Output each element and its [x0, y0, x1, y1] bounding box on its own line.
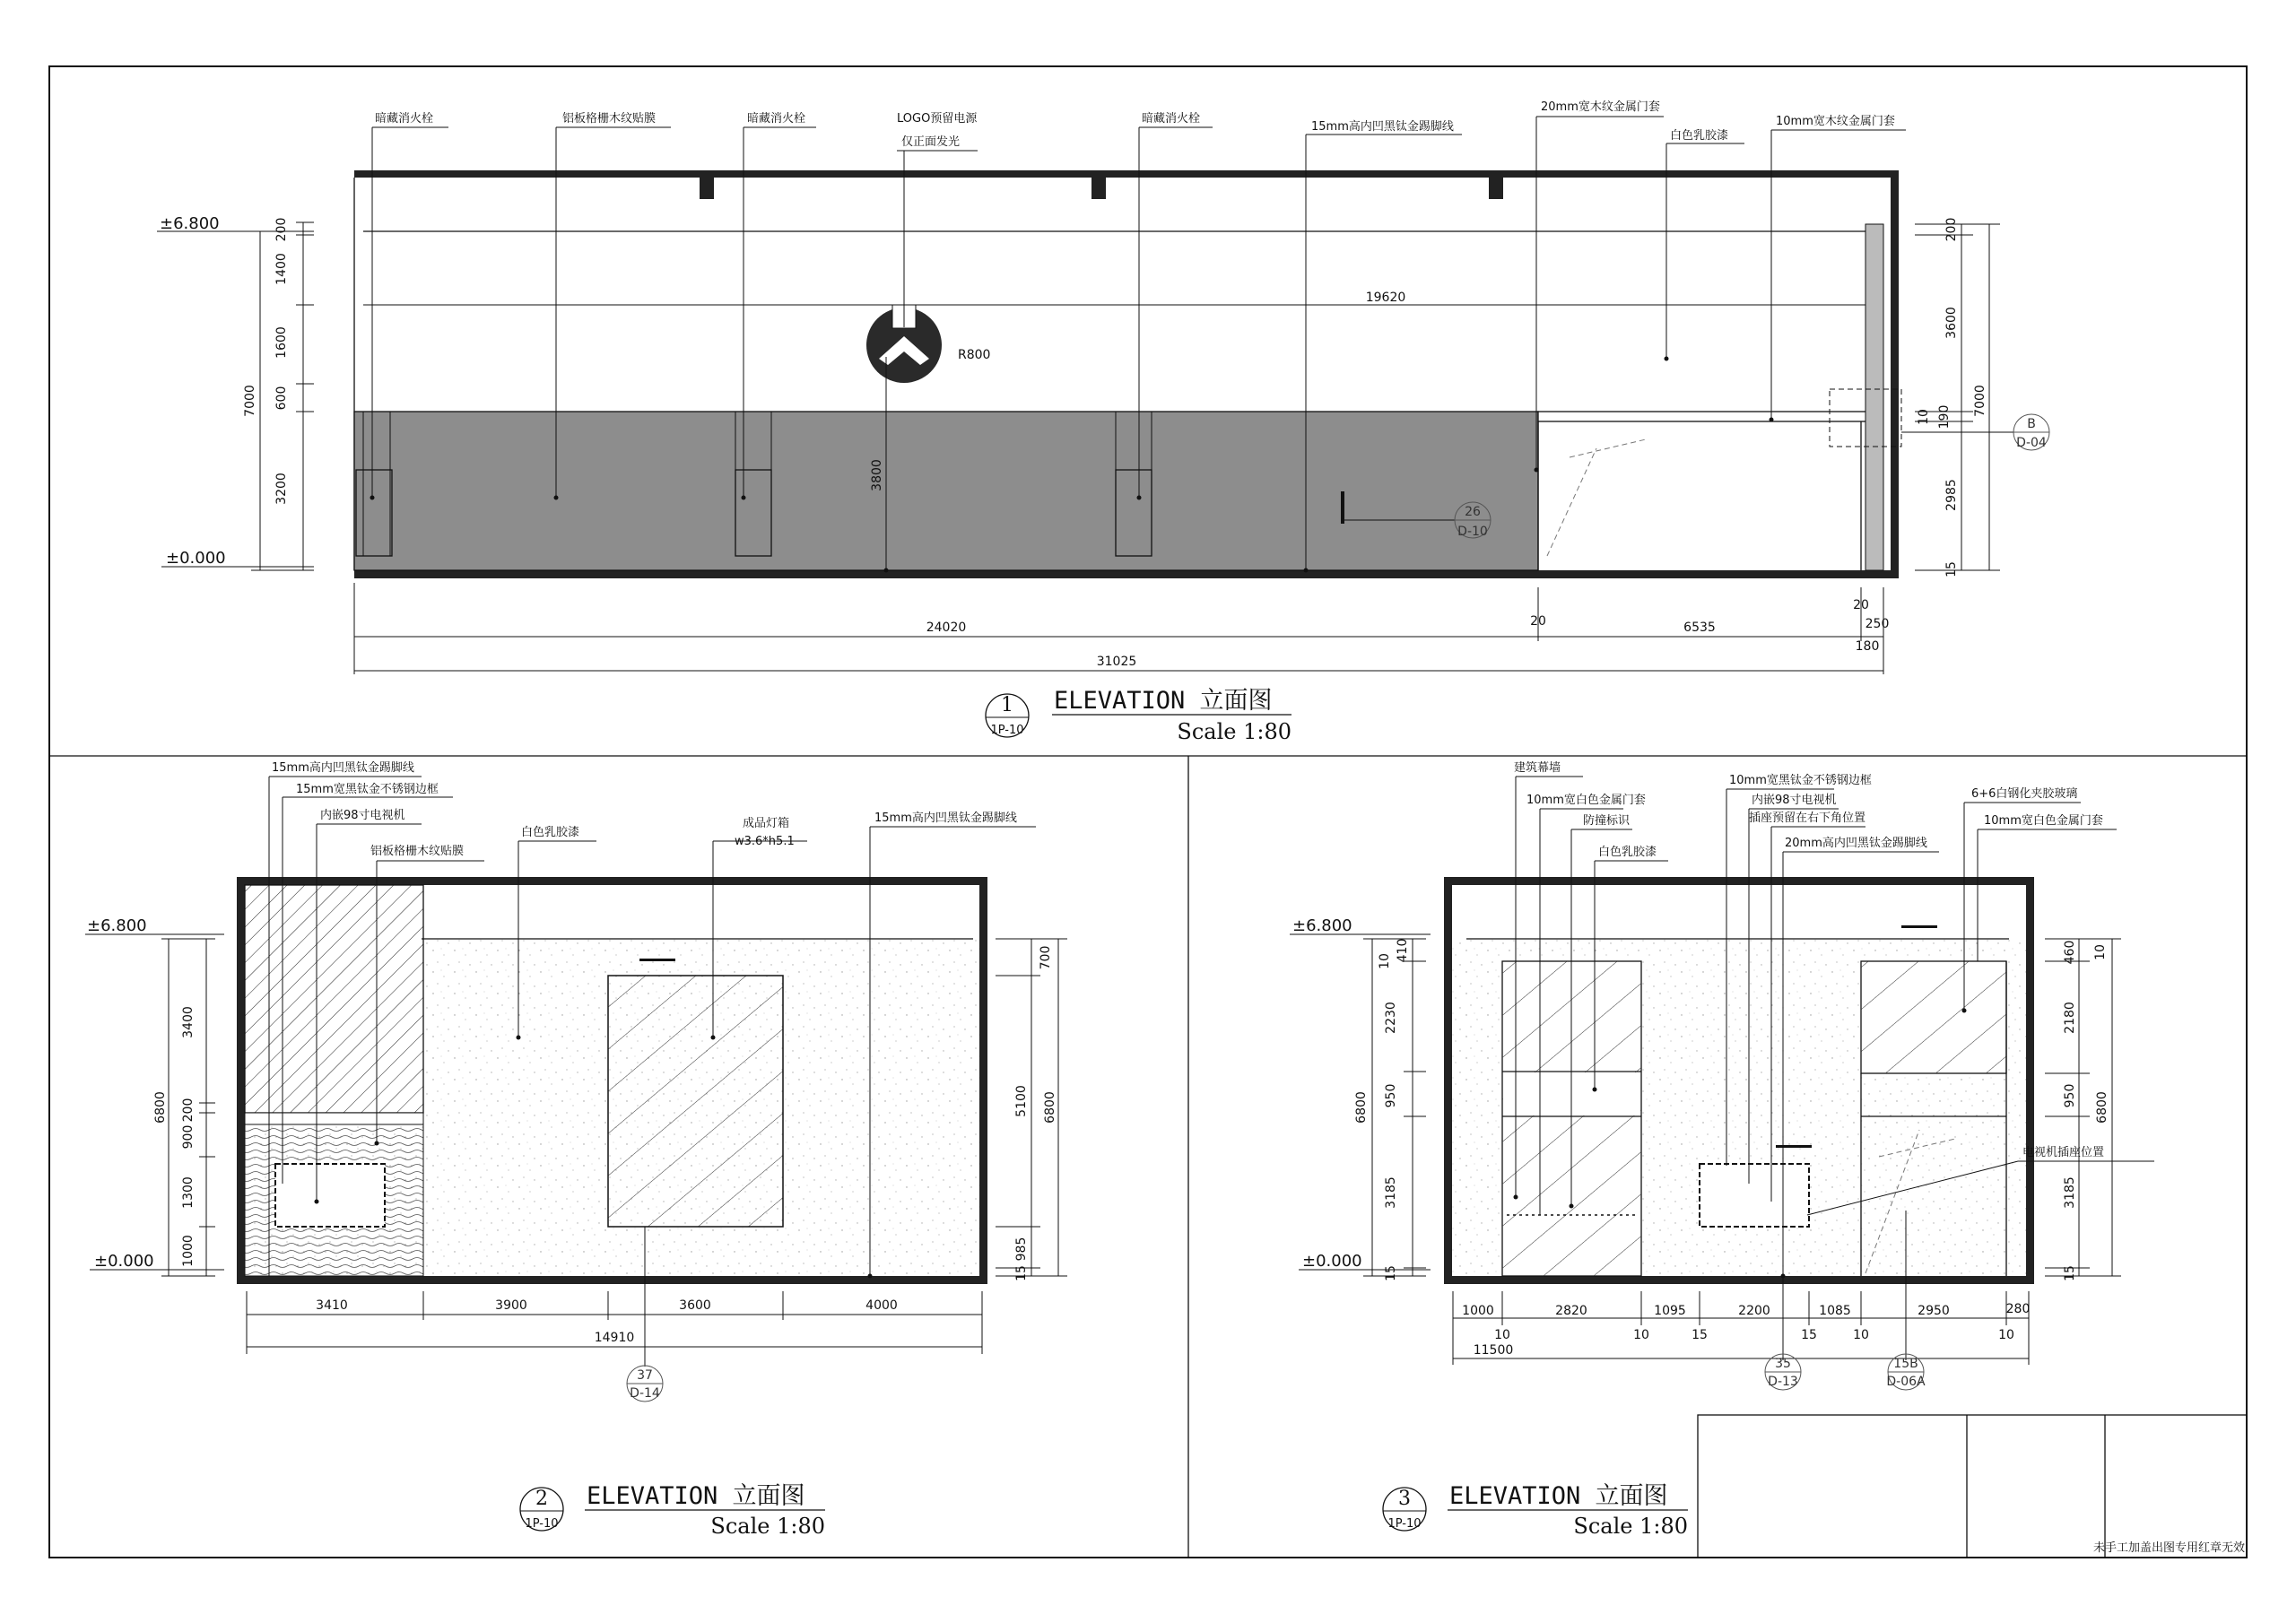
dim2-left-4: 1300: [181, 1176, 196, 1209]
dim3-bottom-3: 2200: [1738, 1304, 1770, 1318]
ref-26-bottom: D-10: [1457, 525, 1488, 539]
ref-b-top: B: [2027, 417, 2036, 431]
dim3-bottom-b5: 10: [1998, 1328, 2014, 1342]
callout-hydrant-2: 暗藏消火栓: [747, 112, 806, 126]
dim1-vertical: 3800: [870, 459, 884, 491]
dim2-right-2: 6800: [1043, 1091, 1057, 1124]
callout3-tv: 内嵌98寸电视机: [1752, 794, 1837, 807]
callout-door-frame-20: 20mm宽木纹金属门套: [1541, 100, 1660, 114]
callout3-frame: 10mm宽黑钛金不锈钢边框: [1729, 774, 1872, 787]
dim1-bottom-5: 180: [1855, 639, 1880, 654]
dim3-bottom-0: 1000: [1462, 1304, 1494, 1318]
callout3-socket-note: 插座预留在右下角位置: [1749, 812, 1866, 825]
dim2-left-0: 6800: [153, 1091, 168, 1124]
dim3-bottom-b3: 15: [1801, 1328, 1817, 1342]
level-bottom-2: ±0.000: [94, 1252, 154, 1271]
dim1-right-1: 3600: [1944, 307, 1959, 339]
dim2-bottom-2: 3600: [679, 1298, 711, 1313]
dim3-right-5: 3185: [2063, 1176, 2077, 1209]
callout-hydrant-1: 暗藏消火栓: [375, 112, 434, 126]
tv-98-inch-3: [1700, 1164, 1809, 1227]
dim1-right-0: 200: [1944, 217, 1959, 242]
dim3-right-3: 950: [2063, 1083, 2077, 1108]
elev2-number: 2: [535, 1488, 548, 1510]
elev2-scale: Scale 1:80: [710, 1514, 825, 1539]
callout2-grille-film: 铝板格栅木纹贴膜: [370, 845, 465, 858]
callout3-curtain-wall: 建筑幕墙: [1514, 761, 1561, 775]
dim3-left-1: 410: [1396, 938, 1410, 963]
dim2-left-3: 900: [181, 1124, 196, 1150]
dim1-left-3: 1600: [274, 326, 289, 359]
dim1-left-1: 200: [274, 217, 289, 242]
dim3-right-2: 2180: [2063, 1002, 2077, 1034]
grille-block: [245, 885, 423, 1113]
dim1-left-0: 7000: [243, 385, 257, 417]
dim3-bottom-b0: 10: [1494, 1328, 1510, 1342]
dim2-right-3: 985: [1014, 1237, 1029, 1262]
dim3-left-6: 15: [1384, 1265, 1398, 1281]
callout-grille-film: 铝板格栅木纹贴膜: [562, 112, 657, 126]
callout-hydrant-3: 暗藏消火栓: [1142, 112, 1201, 126]
wood-grille-panel: [354, 412, 1538, 570]
elevation-3: [1290, 760, 2154, 1539]
dim3-right-6: 15: [2063, 1265, 2077, 1281]
callout2-white-paint: 白色乳胶漆: [521, 826, 580, 839]
dim3-total: 11500: [1473, 1343, 1514, 1358]
dim3-right-1: 10: [2093, 944, 2108, 960]
callout-logo-power: LOGO预留电源: [897, 112, 978, 126]
callout3-door-frame-right: 10mm宽白色金属门套: [1984, 814, 2103, 828]
dim3-bottom-1: 2820: [1555, 1304, 1587, 1318]
dim1-bottom-4: 250: [1865, 617, 1890, 631]
elev1-number: 1: [1001, 694, 1013, 716]
callout2-skirting-top: 15mm高内凹黑钛金踢脚线: [272, 761, 414, 775]
dim2-right-4: 15: [1014, 1265, 1029, 1281]
dim3-bottom-b4: 10: [1853, 1328, 1869, 1342]
radius-label: R800: [958, 348, 991, 362]
callout3-white-door-frame: 10mm宽白色金属门套: [1526, 794, 1646, 807]
dim2-bottom-1: 3900: [495, 1298, 527, 1313]
level-top-3: ±6.800: [1292, 916, 1352, 935]
dim1-left-5: 3200: [274, 473, 289, 505]
dim3-left-3: 6800: [1354, 1091, 1369, 1124]
callout2-frame: 15mm宽黑钛金不锈钢边框: [296, 783, 439, 796]
dim1-total: 31025: [1096, 655, 1137, 669]
dim3-bottom-4: 1085: [1819, 1304, 1851, 1318]
dim3-left-0: 10: [1378, 953, 1392, 969]
dim3-right-0: 460: [2063, 940, 2077, 965]
elev1-title: ELEVATION 立面图: [1054, 687, 1273, 715]
dim2-left-1: 3400: [181, 1006, 196, 1038]
callout3-tv-socket: 电视机插座位置: [2022, 1146, 2105, 1159]
elev3-title: ELEVATION 立面图: [1449, 1482, 1668, 1510]
level-bottom-3: ±0.000: [1302, 1252, 1362, 1271]
ref-b-bottom: D-04: [2016, 436, 2047, 450]
dim3-left-5: 3185: [1384, 1176, 1398, 1209]
dim1-mid: 19620: [1365, 291, 1406, 305]
ref15b-top: 15B: [1893, 1357, 1918, 1371]
ref35-top: 35: [1775, 1357, 1791, 1371]
dim3-left-2: 2230: [1384, 1002, 1398, 1034]
callout2-tv: 内嵌98寸电视机: [320, 809, 405, 822]
ref2-top: 37: [637, 1368, 653, 1383]
callout3-white-paint: 白色乳胶漆: [1598, 846, 1657, 859]
dim1-bottom-0: 24020: [926, 621, 967, 635]
dim2-bottom-3: 4000: [865, 1298, 898, 1313]
dim3-right-4: 6800: [2095, 1091, 2109, 1124]
elev2-title: ELEVATION 立面图: [587, 1482, 805, 1510]
ref-26-top: 26: [1465, 505, 1481, 519]
elev1-scale: Scale 1:80: [1177, 719, 1292, 744]
dim1-right-4: 190: [1937, 404, 1952, 430]
dim1-left-2: 1400: [274, 253, 289, 285]
callout2-skirting: 15mm高内凹黑钛金踢脚线: [874, 812, 1017, 825]
dim1-right-3: 10: [1917, 409, 1931, 425]
elevation-1: [157, 100, 2049, 744]
callout-front-lit: 仅正面发光: [901, 135, 961, 149]
ref2-bottom: D-14: [630, 1386, 660, 1401]
callout-white-paint: 白色乳胶漆: [1670, 129, 1729, 143]
dim1-right-2: 7000: [1973, 385, 1987, 417]
callout-door-frame-10: 10mm宽木纹金属门套: [1776, 115, 1895, 128]
dim1-right-6: 15: [1944, 561, 1959, 577]
dim3-left-4: 950: [1384, 1083, 1398, 1108]
dim2-left-5: 1000: [181, 1235, 196, 1267]
ref35-bottom: D-13: [1768, 1375, 1798, 1389]
dim2-left-2: 200: [181, 1098, 196, 1123]
dim1-bottom-3: 20: [1853, 598, 1869, 612]
dim2-bottom-0: 3410: [316, 1298, 348, 1313]
dim3-bottom-2: 1095: [1654, 1304, 1686, 1318]
callout3-glass: 6+6白钢化夹胶玻璃: [1971, 787, 2078, 801]
elev1-ref: 1P-10: [990, 724, 1024, 737]
stamp-note: 未手工加盖出图专用红章无效: [2092, 1541, 2245, 1555]
dim2-total: 14910: [594, 1331, 635, 1345]
callout2-light-box: 成品灯箱: [743, 817, 790, 830]
elevation-2: [85, 760, 1067, 1539]
dim3-bottom-6: 280: [2005, 1302, 2031, 1316]
dim2-right-0: 700: [1039, 945, 1053, 970]
level-top-2: ±6.800: [87, 916, 147, 935]
elev3-scale: Scale 1:80: [1573, 1514, 1688, 1539]
dim2-right-1: 5100: [1014, 1085, 1029, 1117]
dim3-bottom-5: 2950: [1918, 1304, 1950, 1318]
callout3-anti-collision: 防撞标识: [1583, 814, 1631, 828]
dim1-bottom-2: 6535: [1683, 621, 1716, 635]
level-top-1: ±6.800: [160, 214, 220, 233]
light-box: [608, 976, 783, 1227]
dim1-right-5: 2985: [1944, 479, 1959, 511]
title-block: [1698, 1415, 2247, 1558]
elev3-ref: 1P-10: [1387, 1517, 1422, 1531]
callout2-light-box-size: w3.6*h5.1: [735, 835, 795, 848]
tv-98-inch: [275, 1164, 385, 1227]
elev3-number: 3: [1398, 1488, 1411, 1510]
dim1-bottom-1: 20: [1530, 614, 1546, 629]
callout3-skirting: 20mm高内凹黑钛金踢脚线: [1785, 837, 1927, 850]
dim3-bottom-b1: 10: [1633, 1328, 1649, 1342]
elev2-ref: 1P-10: [525, 1517, 559, 1531]
dim1-left-4: 600: [274, 386, 289, 411]
ref15b-bottom: D-06A: [1886, 1375, 1926, 1389]
callout-skirting: 15mm高内凹黑钛金踢脚线: [1311, 120, 1454, 134]
level-bottom-1: ±0.000: [166, 549, 226, 568]
dim3-bottom-b2: 15: [1692, 1328, 1708, 1342]
